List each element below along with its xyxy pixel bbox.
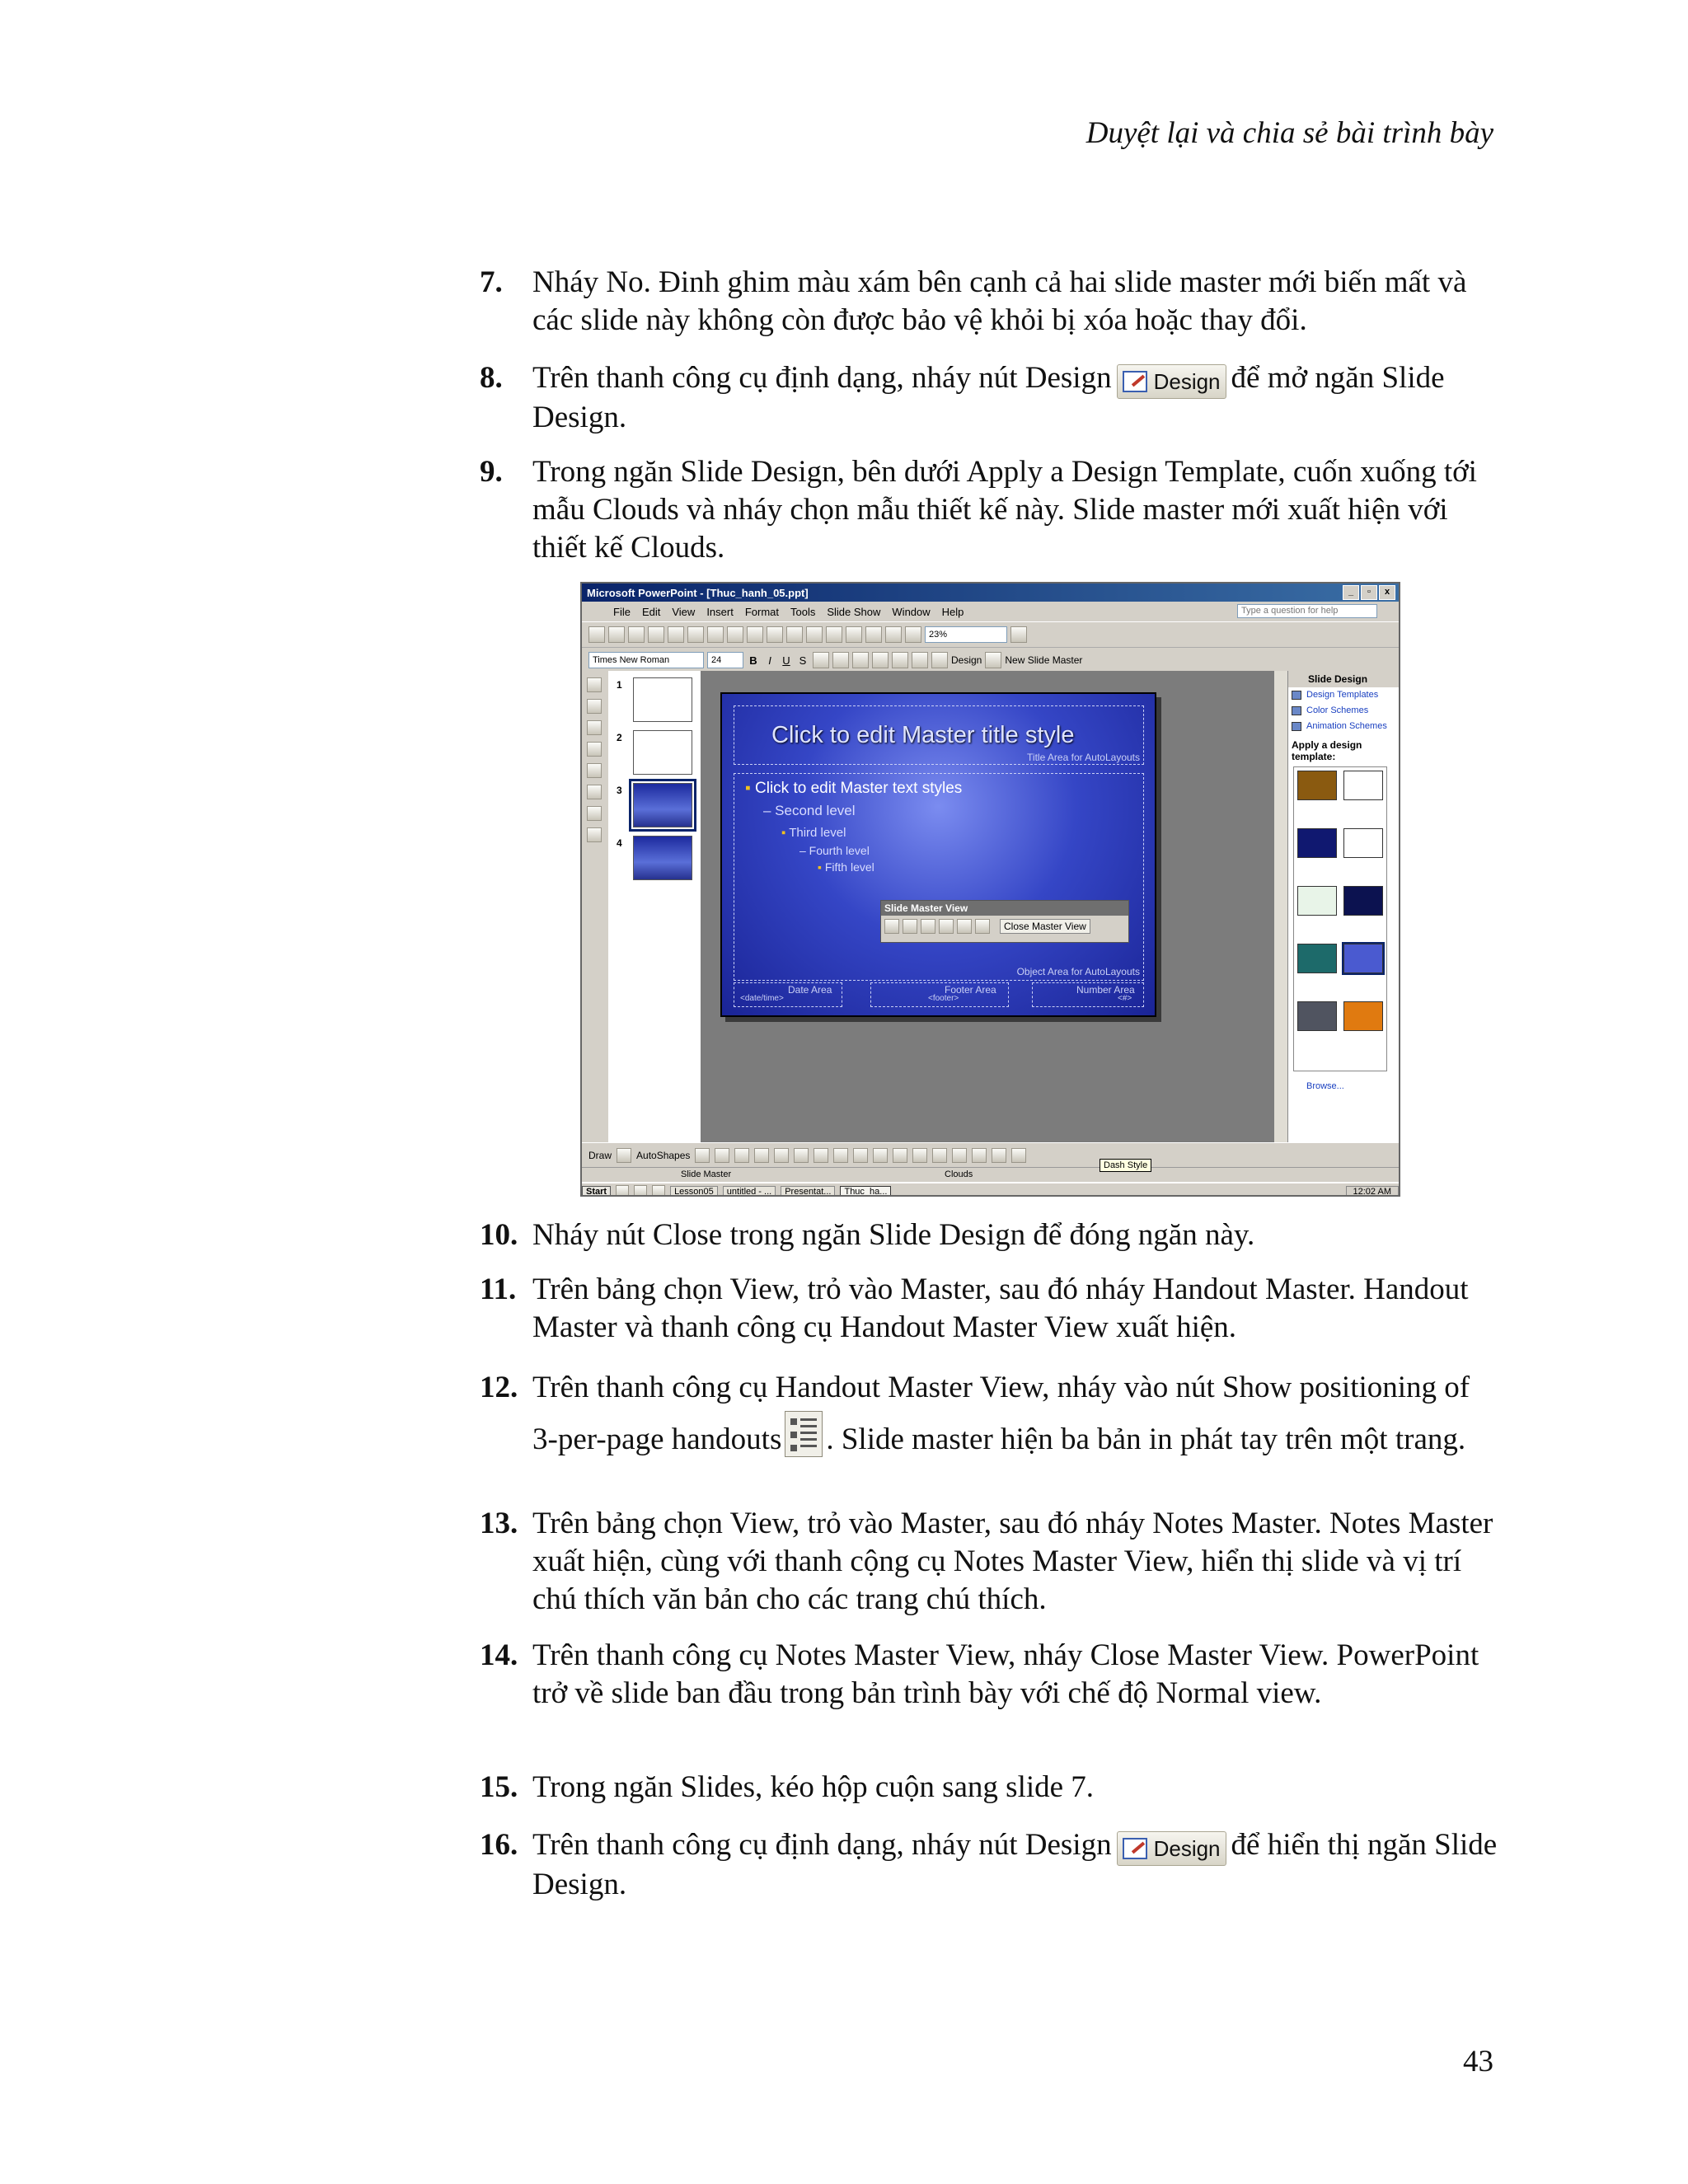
chart-icon[interactable] [806, 626, 823, 643]
line-color-icon[interactable] [893, 1148, 907, 1163]
step-12 [480, 1365, 1502, 1463]
diagram-icon[interactable] [814, 1148, 828, 1163]
template-thumbnail[interactable] [1343, 771, 1383, 800]
toolbar-title[interactable]: Slide Master View [881, 901, 1128, 916]
level-1-text: ▪ Click to edit Master text styles [745, 780, 963, 797]
template-thumbnail[interactable] [1297, 771, 1337, 800]
menu-insert[interactable]: Insert [706, 605, 734, 618]
table-icon[interactable] [826, 626, 842, 643]
template-thumbnail[interactable] [1297, 944, 1337, 973]
step-text-after: để mở ngăn Slide Design. [532, 361, 1445, 434]
oval-icon[interactable] [754, 1148, 769, 1163]
step-number: 10. [480, 1218, 518, 1252]
select-pointer-icon[interactable] [617, 1148, 631, 1163]
insert-slide-master-icon[interactable] [884, 919, 899, 934]
new-master-icon[interactable] [985, 652, 1001, 668]
step-number: 9. [480, 455, 503, 489]
menu-format[interactable]: Format [744, 605, 779, 618]
step-text: Trong ngăn Slides, kéo hộp cuộn sang slide 7. [532, 1770, 1095, 1804]
paste-icon[interactable] [747, 626, 763, 643]
template-thumbnail[interactable] [1297, 886, 1337, 916]
footer-field: <footer> [928, 994, 959, 1003]
hyperlink-icon[interactable] [846, 626, 862, 643]
template-thumbnail-clouds[interactable] [1343, 944, 1383, 973]
apply-template-label: Apply a design template: [1292, 739, 1362, 762]
step-number: 11. [480, 1272, 517, 1306]
slide-thumbnail-3[interactable] [633, 783, 692, 827]
grid-icon[interactable] [885, 626, 902, 643]
rectangle-icon[interactable] [734, 1148, 749, 1163]
collapse-icon[interactable] [587, 763, 602, 778]
template-thumbnail[interactable] [1343, 1001, 1383, 1031]
design-button-label: Design [1153, 369, 1221, 394]
step-9 [480, 453, 1502, 567]
level-5-text: ▪ Fifth level [818, 860, 874, 874]
help-icon[interactable] [1010, 626, 1027, 643]
step-number: 15. [480, 1770, 518, 1804]
bold-button[interactable]: B [749, 654, 757, 667]
taskbar-item-presentation[interactable]: Presentat... [781, 1186, 835, 1197]
font-color-icon[interactable] [912, 1148, 927, 1163]
step-text-before: Trên thanh công cụ định dạng, nháy nút Design [532, 1828, 1112, 1862]
rename-master-icon[interactable] [957, 919, 972, 934]
line-icon[interactable] [695, 1148, 710, 1163]
3d-icon[interactable] [1011, 1148, 1026, 1163]
design-icon [1123, 1838, 1147, 1859]
menu-edit[interactable]: Edit [641, 605, 661, 618]
step-10 [480, 1216, 1502, 1254]
start-button[interactable]: Start [582, 1186, 611, 1197]
taskbar-item-untitled[interactable]: untitled - ... [723, 1186, 776, 1197]
menu-bar [582, 602, 1399, 622]
slide-design-task-pane [1287, 671, 1400, 1142]
step-text-after: để hiển thị ngăn Slide Design. [532, 1828, 1498, 1901]
step-text-after: . Slide master hiện ba bản in phát tay trên một trang. [826, 1422, 1466, 1456]
insert-title-master-icon[interactable] [903, 919, 917, 934]
animation-icon [1292, 722, 1301, 731]
close-window-button[interactable]: x [1379, 585, 1395, 600]
menu-file[interactable]: File [613, 605, 631, 618]
footer-area-label: Footer Area [945, 984, 996, 996]
italic-button[interactable]: I [768, 654, 771, 667]
template-thumbnail[interactable] [1297, 1001, 1337, 1031]
design-icon [1123, 371, 1147, 392]
spelling-icon[interactable] [687, 626, 704, 643]
level-4-text: – Fourth level [799, 844, 870, 857]
design-icon[interactable] [931, 652, 948, 668]
slide-number: 1 [617, 679, 622, 691]
level-2-text: – Second level [763, 803, 856, 818]
maximize-button[interactable]: ▫ [1361, 585, 1377, 600]
slide-thumbnail-2[interactable] [633, 730, 692, 775]
design-toolbar-button[interactable]: Design [951, 654, 982, 666]
draw-menu[interactable]: Draw [588, 1149, 612, 1161]
template-thumbnail[interactable] [1297, 828, 1337, 858]
show-formatting-icon[interactable] [587, 827, 602, 842]
save-icon[interactable] [628, 626, 645, 643]
step-number: 14. [480, 1638, 518, 1672]
cut-icon[interactable] [707, 626, 724, 643]
template-thumbnail[interactable] [1343, 828, 1383, 858]
running-header: Duyệt lại và chia sẻ bài trình bày [1085, 116, 1493, 150]
preview-icon[interactable] [668, 626, 684, 643]
step-number: 7. [480, 265, 503, 299]
three-per-page-handouts-icon [785, 1411, 823, 1457]
menu-view[interactable]: View [672, 605, 696, 618]
expand-all-icon[interactable] [587, 785, 602, 799]
number-area-label: Number Area [1076, 984, 1135, 996]
minimize-button[interactable]: _ [1343, 585, 1359, 600]
line-style-icon[interactable] [932, 1148, 947, 1163]
drawing-toolbar [582, 1142, 1399, 1167]
status-design: Clouds [945, 1169, 973, 1179]
numbering-icon[interactable] [872, 652, 889, 668]
undo-icon[interactable] [767, 626, 783, 643]
step-number: 16. [480, 1828, 518, 1862]
browse-link[interactable]: Browse... [1306, 1081, 1344, 1091]
color-icon[interactable] [905, 626, 921, 643]
delete-master-icon[interactable] [921, 919, 935, 934]
slide-master[interactable] [720, 692, 1156, 1017]
object-area-label: Object Area for AutoLayouts [1016, 966, 1140, 977]
step-16 [480, 1826, 1502, 1904]
menu-tools[interactable]: Tools [790, 605, 816, 618]
tooltip: Dash Style [1100, 1159, 1151, 1172]
fill-color-icon[interactable] [873, 1148, 888, 1163]
design-templates-link[interactable]: Design Templates [1288, 687, 1400, 703]
step-8 [480, 359, 1502, 437]
status-mode: Slide Master [681, 1169, 732, 1179]
outline-toolbar [582, 671, 609, 1142]
window-title: Microsoft PowerPoint - [Thuc_hanh_05.ppt] [587, 586, 809, 599]
redo-icon[interactable] [786, 626, 803, 643]
step-text: Nháy nút Close trong ngăn Slide Design để đóng ngăn này. [532, 1218, 1255, 1252]
picture-icon[interactable] [853, 1148, 868, 1163]
step-15 [480, 1769, 1502, 1807]
step-text: Trên bảng chọn View, trỏ vào Master, sau đó nháy Handout Master. Handout Master và thanh công cụ Handout Master View xuất hiện. [532, 1272, 1469, 1344]
move-up-icon[interactable] [587, 720, 602, 735]
step-text: Trong ngăn Slide Design, bên dưới Apply a Design Template, cuốn xuống tới mẫu Clouds và nháy chọn mẫu thiết kế này. Slide master mới xuất hiện với thiết kế Clouds. [532, 455, 1477, 565]
window-title-bar [582, 583, 1399, 602]
master-title-text: Click to edit Master title style [771, 722, 1075, 748]
animation-schemes-link[interactable]: Animation Schemes [1288, 719, 1400, 734]
page-number: 43 [1463, 2045, 1493, 2079]
step-13 [480, 1505, 1502, 1619]
textbox-icon[interactable] [774, 1148, 789, 1163]
step-14 [480, 1637, 1502, 1713]
align-center-icon[interactable] [832, 652, 849, 668]
step-number: 12. [480, 1371, 518, 1404]
step-text [532, 359, 1502, 437]
open-icon[interactable] [608, 626, 625, 643]
taskbar-item-lesson05[interactable]: Lesson05 [670, 1186, 718, 1197]
slide-number: 3 [617, 785, 622, 796]
step-text: Trên thanh công cụ Notes Master View, nháy Close Master View. PowerPoint trở về slide ban đầu trong bản trình bày với chế độ Normal view. [532, 1638, 1479, 1710]
color-scheme-icon [1292, 706, 1301, 715]
template-thumbnail[interactable] [1343, 886, 1383, 916]
menu-help[interactable]: Help [941, 605, 964, 618]
step-text-before: Trên thanh công cụ định dạng, nháy nút Design [532, 361, 1112, 395]
vertical-scrollbar[interactable] [1274, 671, 1287, 1142]
master-layout-icon[interactable] [975, 919, 990, 934]
powerpoint-screenshot [580, 582, 1400, 1197]
align-right-icon[interactable] [852, 652, 869, 668]
title-area-label: Title Area for AutoLayouts [1027, 752, 1140, 763]
font-name-select[interactable]: Times New Roman [588, 652, 704, 668]
font-size-select[interactable]: 24 [707, 652, 743, 668]
menu-window[interactable]: Window [892, 605, 931, 618]
design-button-image [1117, 364, 1226, 399]
slide-number: 4 [617, 837, 622, 849]
move-down-icon[interactable] [587, 742, 602, 757]
underline-button[interactable]: U [782, 654, 790, 667]
step-number: 13. [480, 1507, 518, 1540]
wordart-icon[interactable] [794, 1148, 809, 1163]
task-pane-title[interactable]: Slide Design [1288, 671, 1400, 687]
date-area-label: Date Area [788, 984, 832, 996]
font-color-icon[interactable] [912, 652, 928, 668]
step-text: Nháy No. Đinh ghim màu xám bên cạnh cả hai slide master mới biến mất và các slide này không còn được bảo vệ khỏi bị xóa hoặc thay đổi. [532, 265, 1467, 337]
step-7 [480, 264, 1502, 340]
taskbar-item-thuc-hanh[interactable]: Thuc_ha... [840, 1186, 891, 1197]
zoom-select[interactable]: 23% [925, 626, 1007, 643]
slide-editing-area [701, 671, 1287, 1142]
new-icon[interactable] [588, 626, 605, 643]
slide-master-view-toolbar [880, 900, 1129, 943]
slides-pane [608, 671, 701, 1142]
step-text [532, 1365, 1502, 1463]
color-schemes-link[interactable]: Color Schemes [1288, 703, 1400, 719]
preserve-master-icon[interactable] [939, 919, 954, 934]
design-button-image [1117, 1831, 1226, 1866]
shadow-button[interactable]: S [799, 654, 807, 667]
design-button-label: Design [1153, 1836, 1221, 1861]
slide-thumbnail-4[interactable] [633, 836, 692, 880]
expand-icon[interactable] [865, 626, 882, 643]
arrow-style-icon[interactable] [972, 1148, 987, 1163]
quick-launch-icon[interactable] [652, 1185, 665, 1197]
step-text-before: Trên thanh công cụ Handout Master View, nháy vào nút Show positioning of 3-per-page handouts [532, 1371, 1470, 1456]
demote-icon[interactable] [587, 699, 602, 714]
system-clock: 12:02 AM [1346, 1186, 1399, 1197]
step-11 [480, 1271, 1502, 1347]
new-slide-master-button[interactable]: New Slide Master [1005, 654, 1083, 666]
promote-icon[interactable] [587, 677, 602, 692]
step-number: 8. [480, 361, 503, 395]
copy-icon[interactable] [727, 626, 743, 643]
clipart-icon[interactable] [833, 1148, 848, 1163]
step-text: Trên bảng chọn View, trỏ vào Master, sau đó nháy Notes Master. Notes Master xuất hiện, cùng với thanh cộng cụ Notes Master View, hiển thị slide và vị trí chú thích văn bản cho các trang chú thích. [532, 1507, 1493, 1616]
quick-launch-icon[interactable] [634, 1185, 647, 1197]
close-master-view-button[interactable]: Close Master View [1000, 919, 1090, 934]
bullets-icon[interactable] [892, 652, 908, 668]
number-field: <#> [1118, 994, 1132, 1003]
print-icon[interactable] [648, 626, 664, 643]
arrow-icon[interactable] [715, 1148, 729, 1163]
align-left-icon[interactable] [813, 652, 829, 668]
status-bar [582, 1167, 1399, 1183]
date-field: <date/time> [740, 994, 784, 1003]
standard-toolbar [582, 622, 1399, 648]
quick-launch-icon[interactable] [616, 1185, 629, 1197]
slide-number: 2 [617, 732, 622, 743]
autoshapes-menu[interactable]: AutoShapes [636, 1149, 691, 1161]
template-icon [1292, 691, 1301, 700]
shadow-icon[interactable] [992, 1148, 1006, 1163]
formatting-toolbar [582, 648, 1399, 673]
template-gallery [1293, 766, 1387, 1071]
slide-thumbnail-1[interactable] [633, 677, 692, 722]
dash-style-icon[interactable] [952, 1148, 967, 1163]
summary-icon[interactable] [587, 806, 602, 821]
level-3-text: ▪ Third level [781, 826, 846, 840]
windows-taskbar [582, 1182, 1399, 1197]
menu-slide-show[interactable]: Slide Show [827, 605, 881, 618]
help-search-input[interactable]: Type a question for help [1237, 604, 1377, 618]
step-text [532, 1826, 1502, 1904]
